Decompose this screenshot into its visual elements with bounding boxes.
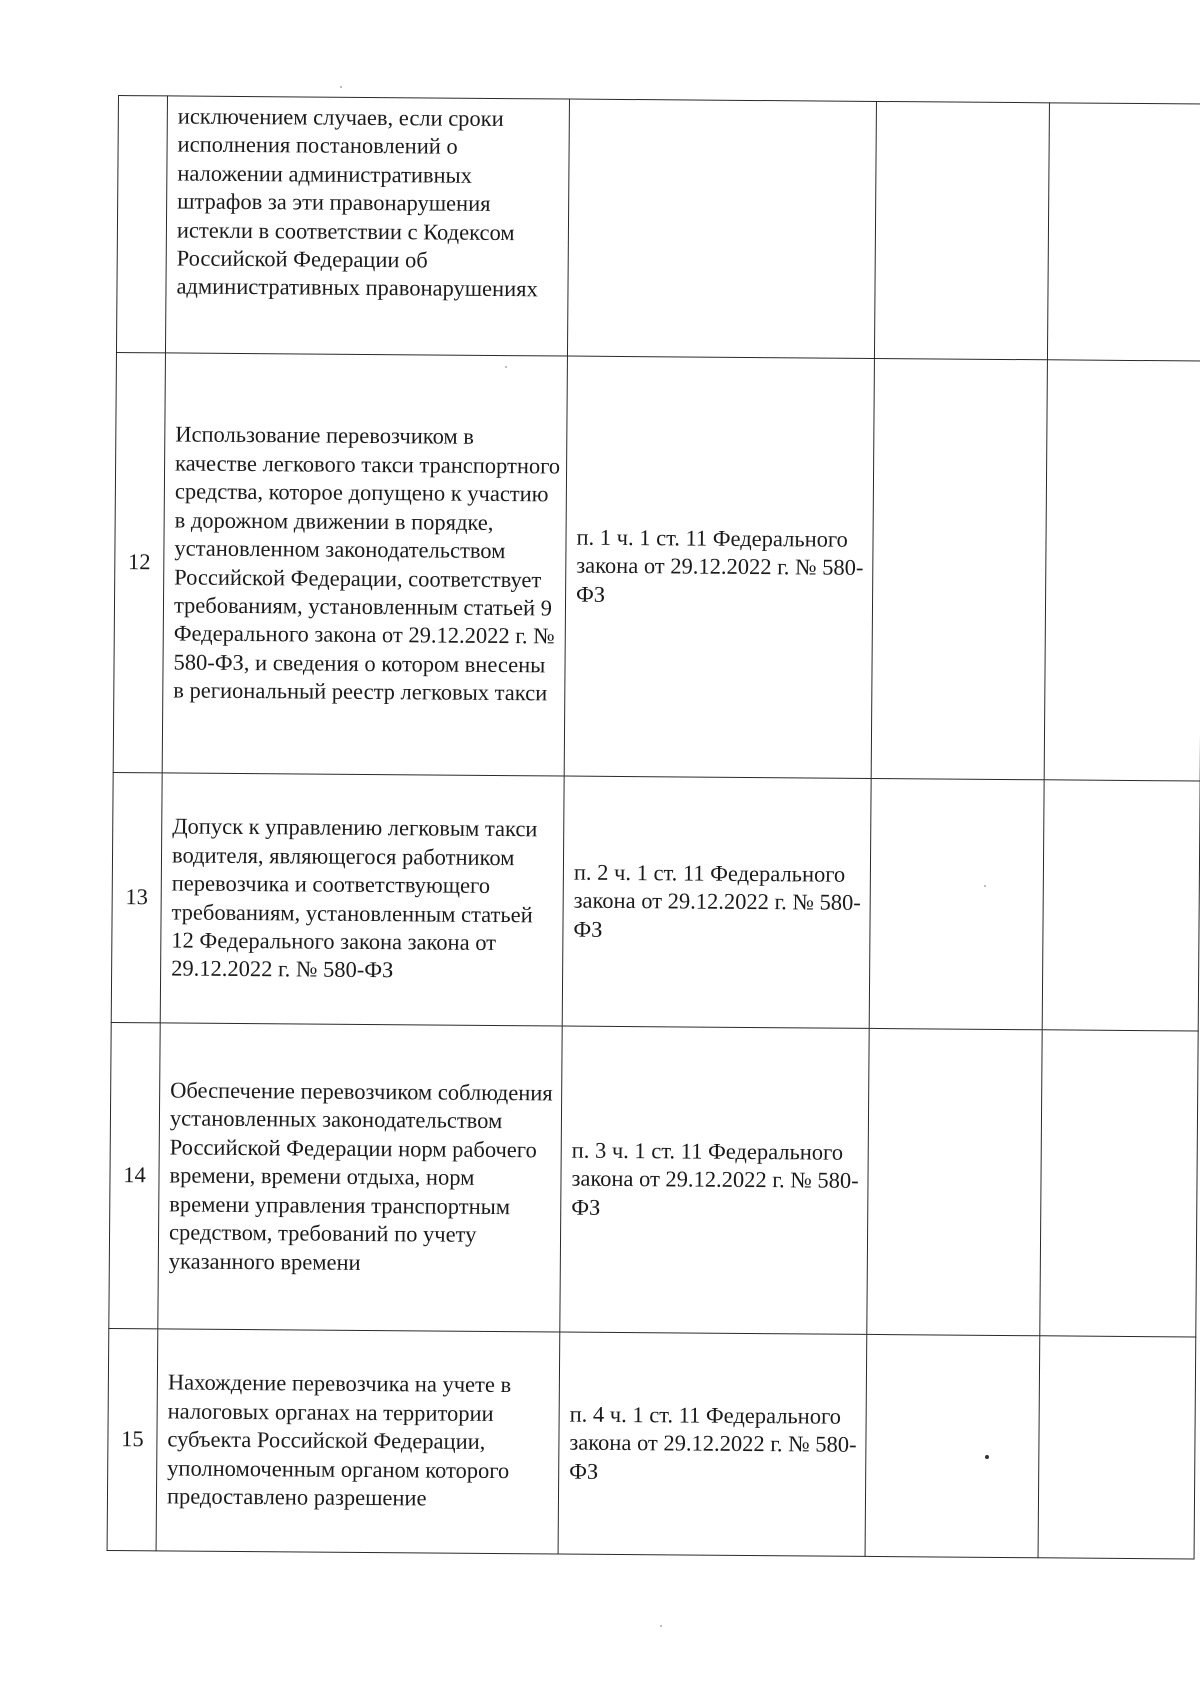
scan-speck	[985, 1455, 989, 1459]
empty-cell	[1040, 1030, 1198, 1337]
scan-speck	[984, 885, 986, 887]
scan-speck	[505, 366, 507, 368]
requirement-text: Обеспечение перевозчиком соблюдения установленных законодательством Российской Федерации норм рабочего времени, времени отдыха, норм времени управления транспортным средством, требований по учету указанного времени	[158, 1023, 562, 1332]
empty-cell	[1044, 360, 1200, 781]
empty-cell	[874, 101, 1049, 359]
table-row	[113, 352, 1200, 781]
empty-cell	[867, 1028, 1042, 1335]
row-number: 15	[107, 1328, 158, 1550]
row-number: 12	[113, 352, 165, 772]
legal-reference: п. 2 ч. 1 ст. 11 Федерального закона от 29.12.2022 г. № 580-ФЗ	[562, 776, 871, 1028]
row-number: 13	[111, 772, 162, 1022]
row-number	[116, 96, 167, 353]
legal-reference: п. 1 ч. 1 ст. 11 Федерального закона от 29.12.2022 г. № 580-ФЗ	[564, 356, 874, 778]
legal-reference	[567, 99, 876, 358]
empty-cell	[865, 1334, 1040, 1557]
table-row	[116, 96, 1200, 362]
table-row	[109, 1022, 1198, 1337]
legal-reference: п. 4 ч. 1 ст. 11 Федерального закона от 29.12.2022 г. № 580-ФЗ	[558, 1332, 867, 1556]
table-row	[111, 772, 1200, 1031]
table-row	[107, 1328, 1196, 1559]
requirement-text: Допуск к управлению легковым такси водителя, являющегося работником перевозчика и соответствующего требованиям, установленным статьей 12 Федерального закона закона от 29.12.2022 г. № 580-ФЗ	[160, 773, 564, 1026]
empty-cell	[1042, 780, 1200, 1031]
scan-speck	[340, 86, 342, 88]
requirement-text: Использование перевозчиком в качестве легкового такси транспортного средства, которое допущено к участию в дорожном движении в порядке, установленном законодательством Российской Федерации, соответствует требованиям, установленным статьей 9 Федерального закона от 29.12.2022 г. № 580-ФЗ, и сведения о котором внесены в региональный реестр легковых такси	[162, 353, 567, 776]
requirement-text: Нахождение перевозчика на учете в налоговых органах на территории субъекта Российской Федерации, уполномоченным органом которого предоставлено разрешение	[156, 1329, 560, 1554]
legal-reference: п. 3 ч. 1 ст. 11 Федерального закона от 29.12.2022 г. № 580-ФЗ	[560, 1026, 869, 1334]
requirement-text: исключением случаев, если сроки исполнения постановлений о наложении административных штрафов за эти правонарушения истекли в соответствии с Кодексом Российской Федерации об административных правонарушениях	[165, 96, 569, 356]
scan-speck	[660, 1625, 662, 1627]
row-number: 14	[109, 1022, 160, 1328]
requirements-table	[107, 95, 1200, 1560]
empty-cell	[1047, 103, 1200, 361]
empty-cell	[871, 358, 1047, 779]
empty-cell	[869, 778, 1044, 1029]
empty-cell	[1038, 1336, 1196, 1559]
